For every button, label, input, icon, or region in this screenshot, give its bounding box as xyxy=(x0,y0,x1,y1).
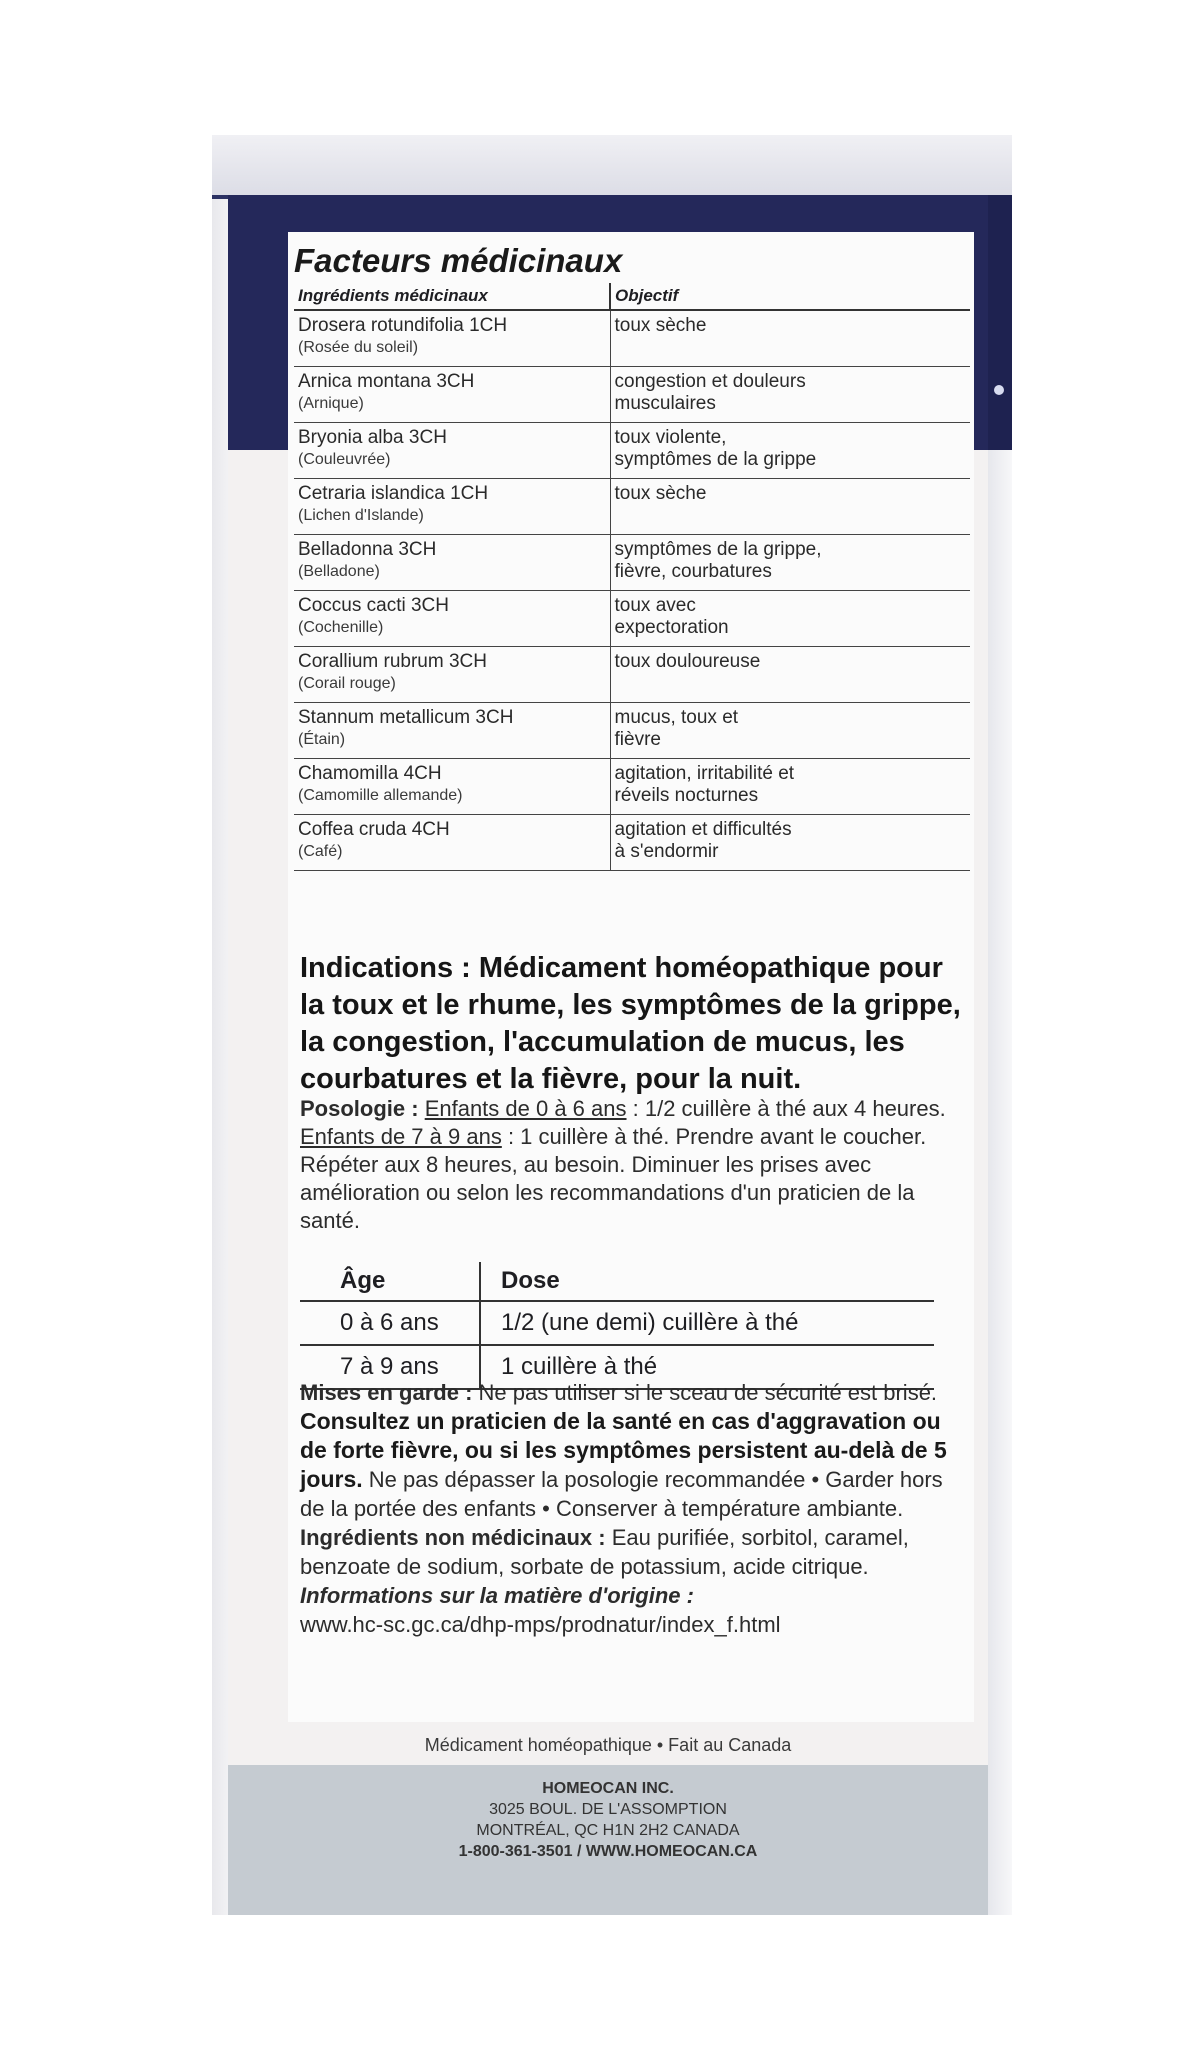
ingredient-cell xyxy=(294,646,610,702)
warnings-text: Ne pas dépasser la posologie recommandée • Garder hors de la portée des enfants • Conserver à température ambiante. xyxy=(300,1467,943,1521)
origin-url: www.hc-sc.gc.ca/dhp-mps/prodnatur/index_f.html xyxy=(300,1612,781,1637)
purpose-cell xyxy=(610,478,970,534)
purpose-cell xyxy=(610,646,970,702)
table-row xyxy=(294,366,970,422)
ingredient-common: (Corail rouge) xyxy=(298,674,396,692)
box-top-flap xyxy=(212,135,1012,199)
table-row xyxy=(294,758,970,814)
manufacturer-address xyxy=(228,1778,988,1862)
dose-cell: 1 cuillère à thé xyxy=(480,1345,934,1389)
ingredient-cell xyxy=(294,758,610,814)
ingredient-common: (Couleuvrée) xyxy=(298,450,391,468)
city-address: MONTRÉAL, QC H1N 2H2 CANADA xyxy=(476,1822,740,1839)
posologie-text: : 1 cuillère à thé. Prendre avant le coucher. Répéter aux 8 heures, au besoin. Diminuer les prises avec amélioration ou selon les recommandations d'un praticien de la santé. xyxy=(300,1124,927,1233)
purpose-line: symptômes de la grippe, xyxy=(614,538,822,560)
posologie-age-group-2: Enfants de 7 à 9 ans xyxy=(300,1124,502,1149)
table-row xyxy=(294,702,970,758)
purpose-line: symptômes de la grippe xyxy=(614,448,817,470)
age-cell: 0 à 6 ans xyxy=(300,1301,480,1345)
posologie-paragraph xyxy=(300,1095,970,1235)
purpose-line: toux avec xyxy=(614,594,696,616)
purpose-cell xyxy=(610,814,970,870)
table-row xyxy=(294,814,970,870)
ingredient-cell xyxy=(294,422,610,478)
ingredient-latin: Coccus cacti 3CH xyxy=(298,594,449,616)
ingredient-cell xyxy=(294,310,610,366)
ingredient-latin: Stannum metallicum 3CH xyxy=(298,706,514,728)
posologie-age-group-1: Enfants de 0 à 6 ans xyxy=(424,1096,627,1121)
purpose-cell xyxy=(610,758,970,814)
purpose-line: expectoration xyxy=(614,616,729,638)
table-row xyxy=(294,478,970,534)
objective-header: Objectif xyxy=(610,283,970,310)
non-medicinal-label: Ingrédients non médicinaux : xyxy=(300,1525,606,1550)
purpose-line: agitation, irritabilité et xyxy=(614,762,795,784)
section-title: Facteurs médicinaux xyxy=(294,242,623,279)
ingredient-latin: Coffea cruda 4CH xyxy=(298,818,450,840)
purpose-line: agitation et difficultés xyxy=(614,818,792,840)
ingredient-latin: Drosera rotundifolia 1CH xyxy=(298,315,508,336)
purpose-cell xyxy=(610,366,970,422)
ingredient-common: (Camomille allemande) xyxy=(298,786,463,804)
warnings-text: Ne pas utiliser si le sceau de sécurité est brisé. xyxy=(472,1380,938,1405)
ingredient-latin: Chamomilla 4CH xyxy=(298,762,442,784)
warnings-label: Mises en garde : xyxy=(300,1380,473,1405)
ingredient-latin: Corallium rubrum 3CH xyxy=(298,650,487,672)
indications-text: Indications : Médicament homéopathique pour la toux et le rhume, les symptômes de la grippe, la congestion, l'accumulation de mucus, les courbatures et la fièvre, pour la nuit. xyxy=(300,952,961,1095)
contact-line: 1-800-361-3501 / WWW.HOMEOCAN.CA xyxy=(458,1843,758,1860)
dose-cell: 1/2 (une demi) cuillère à thé xyxy=(480,1301,934,1345)
purpose-line: toux violente, xyxy=(614,426,727,448)
posologie-text: : 1/2 cuillère à thé aux 4 heures. xyxy=(626,1096,946,1121)
ingredient-common: (Lichen d'Islande) xyxy=(298,506,424,524)
warnings-bold-text: Consultez un praticien de la santé en cas d'aggravation ou de forte fièvre, ou si les symptômes persistent au-delà de 5 jours. xyxy=(300,1408,947,1492)
purpose-cell xyxy=(610,590,970,646)
purpose-line: fièvre xyxy=(614,728,661,750)
ingredient-latin: Cetraria islandica 1CH xyxy=(298,482,489,504)
purpose-line: toux sèche xyxy=(614,482,707,504)
ingredient-cell xyxy=(294,590,610,646)
ingredient-latin: Arnica montana 3CH xyxy=(298,370,475,392)
ingredient-latin: Belladonna 3CH xyxy=(298,538,437,560)
ingredient-common: (Belladone) xyxy=(298,562,380,580)
ingredient-common: (Café) xyxy=(298,842,343,860)
ingredient-cell xyxy=(294,814,610,870)
box-right-edge xyxy=(988,450,1012,1915)
purpose-line: congestion et douleurs xyxy=(614,370,806,392)
ingredient-cell xyxy=(294,534,610,590)
ingredient-cell xyxy=(294,478,610,534)
table-row xyxy=(294,590,970,646)
table-row xyxy=(294,422,970,478)
non-medicinal-text: Eau purifiée, sorbitol, caramel, benzoate de sodium, sorbate de potassium, acide citrique. xyxy=(300,1525,909,1579)
purpose-line: mucus, toux et xyxy=(614,706,739,728)
purpose-line: toux douloureuse xyxy=(614,650,761,672)
purpose-line: fièvre, courbatures xyxy=(614,560,772,582)
ingredients-header: Ingrédients médicinaux xyxy=(294,283,610,310)
table-row xyxy=(294,534,970,590)
purpose-line: à s'endormir xyxy=(614,840,719,862)
purpose-cell xyxy=(610,702,970,758)
age-header: Âge xyxy=(300,1262,480,1301)
purpose-cell xyxy=(610,310,970,366)
warnings-block xyxy=(300,1378,970,1639)
table-row xyxy=(294,646,970,702)
ingredient-common: (Cochenille) xyxy=(298,618,384,636)
purpose-line: toux sèche xyxy=(614,315,707,336)
ingredient-cell xyxy=(294,366,610,422)
posologie-label: Posologie : xyxy=(300,1096,419,1121)
purpose-line: réveils nocturnes xyxy=(614,784,759,806)
navy-side-strip xyxy=(988,195,1012,450)
purpose-line: musculaires xyxy=(614,392,716,414)
ingredient-common: (Étain) xyxy=(298,730,346,748)
street-address: 3025 BOUL. DE L'ASSOMPTION xyxy=(489,1801,727,1818)
purpose-cell xyxy=(610,534,970,590)
ingredient-latin: Bryonia alba 3CH xyxy=(298,426,447,448)
ingredient-common: (Rosée du soleil) xyxy=(298,339,419,356)
ingredient-common: (Arnique) xyxy=(298,394,364,412)
age-cell: 7 à 9 ans xyxy=(300,1345,480,1389)
table-row xyxy=(300,1301,934,1345)
dose-table xyxy=(300,1262,934,1390)
purpose-cell xyxy=(610,422,970,478)
table-row xyxy=(294,310,970,366)
origin-label: Informations sur la matière d'origine : xyxy=(300,1583,694,1608)
dose-header: Dose xyxy=(480,1262,934,1301)
footer-note: Médicament homéopathique • Fait au Canada xyxy=(424,1735,792,1755)
company-name: HOMEOCAN INC. xyxy=(542,1780,674,1797)
ingredient-cell xyxy=(294,702,610,758)
ingredients-table xyxy=(294,283,970,871)
